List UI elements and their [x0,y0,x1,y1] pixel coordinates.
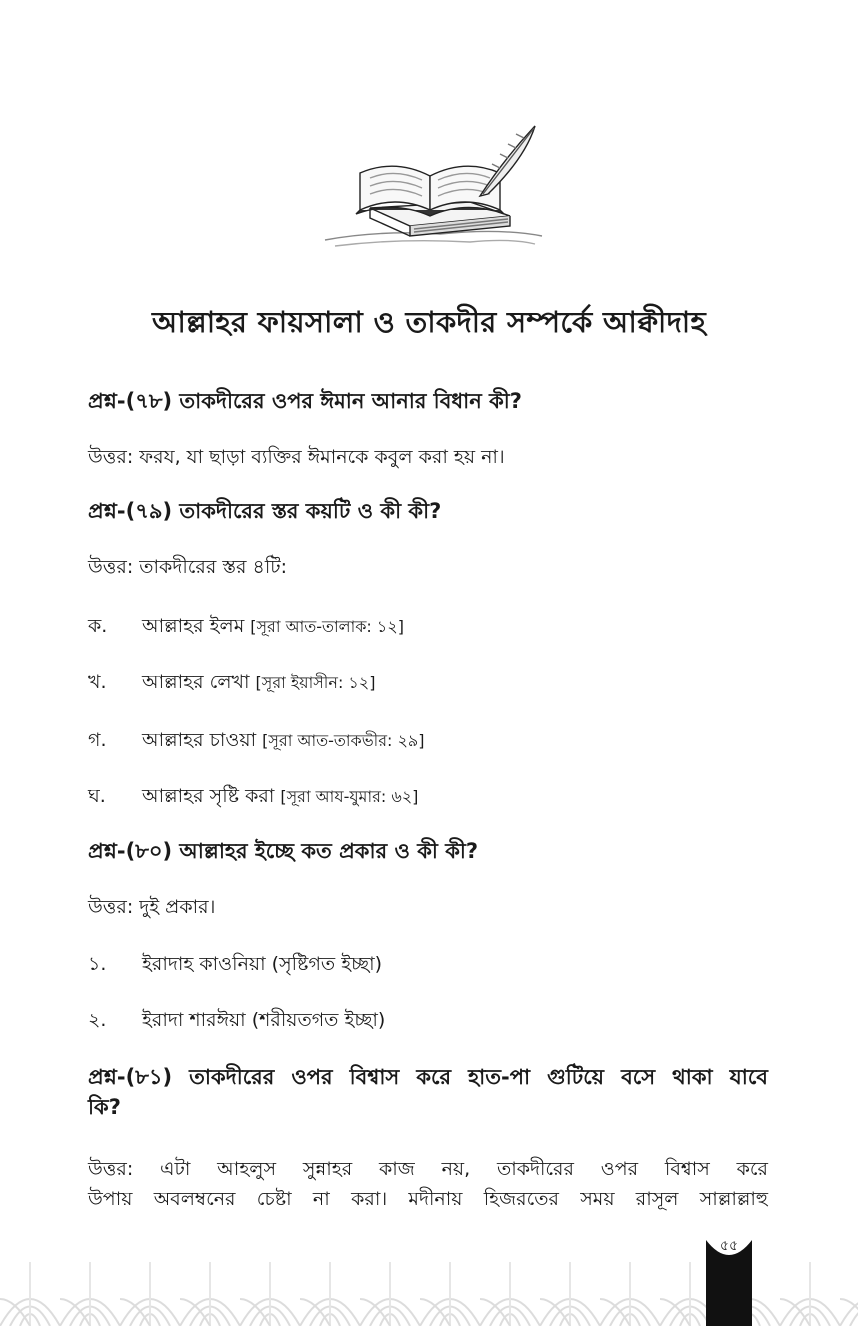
answer-81-line-2: উপায় অবলম্বনের চেষ্টা না করা। মদীনায় হিজরতের সময় রাসূল সাল্লাল্লাহু [88,1188,768,1211]
list-marker: গ. [88,729,107,751]
list-text: আল্লাহর লেখা [142,671,250,693]
list-marker: ১. [88,953,107,975]
list-item [88,612,404,644]
verse-reference: [সূরা আত-তাকভীর: ২৯] [262,731,425,750]
question-79: প্রশ্ন-(৭৯) তাকদীরের স্তর কয়টি ও কী কী? [88,499,442,523]
answer-80: উত্তর: দুই প্রকার। [88,896,216,918]
list-text: ইরাদা শারঈয়া (শরীয়তগত ইচ্ছা) [142,1009,386,1031]
list-item [88,726,425,758]
list-marker: ঘ. [88,785,106,807]
verse-reference: [সূরা ইয়াসীন: ১২] [255,673,376,692]
answer-79: উত্তর: তাকদীরের স্তর ৪টি: [88,556,288,578]
list-item [88,668,375,700]
question-81 [88,1062,768,1123]
list-item [88,782,418,814]
list-text: আল্লাহর সৃষ্টি করা [142,785,275,807]
list-text: আল্লাহর ইলম [142,615,245,637]
page-number: ৫৫ [719,1238,739,1254]
list-text: ইরাদাহ কাওনিয়া (সৃষ্টিগত ইচ্ছা) [142,953,382,975]
verse-reference: [সূরা আত-তালাক: ১২] [250,617,404,636]
answer-81-line-1: উত্তর: এটা আহলুস সুন্নাহর কাজ নয়, তাকদীরের ওপর বিশ্বাস করে [88,1158,768,1180]
question-81-line-1: প্রশ্ন-(৮১) তাকদীরের ওপর বিশ্বাস করে হাত-পা গুটিয়ে বসে থাকা যাবে [88,1065,768,1089]
chapter-title: আল্লাহর ফায়সালা ও তাকদীর সম্পর্কে আক্বীদাহ [151,305,707,339]
answer-78: উত্তর: ফরয, যা ছাড়া ব্যক্তির ঈমানকে কবুল করা হয় না। [88,446,505,468]
book-quill-illustration [320,118,545,258]
list-marker: খ. [88,671,107,693]
verse-reference: [সূরা আয-যুমার: ৬২] [280,787,419,806]
list-marker: ২. [88,1009,107,1031]
list-marker: ক. [88,615,108,637]
question-81-line-2: কি? [88,1095,121,1120]
list-text: আল্লাহর চাওয়া [142,729,257,751]
list-item [88,1006,385,1038]
list-item [88,950,382,982]
question-80: প্রশ্ন-(৮০) আল্লাহর ইচ্ছে কত প্রকার ও কী কী? [88,839,479,863]
answer-81 [88,1154,768,1215]
question-78: প্রশ্ন-(৭৮) তাকদীরের ওপর ঈমান আনার বিধান কী? [88,389,522,413]
